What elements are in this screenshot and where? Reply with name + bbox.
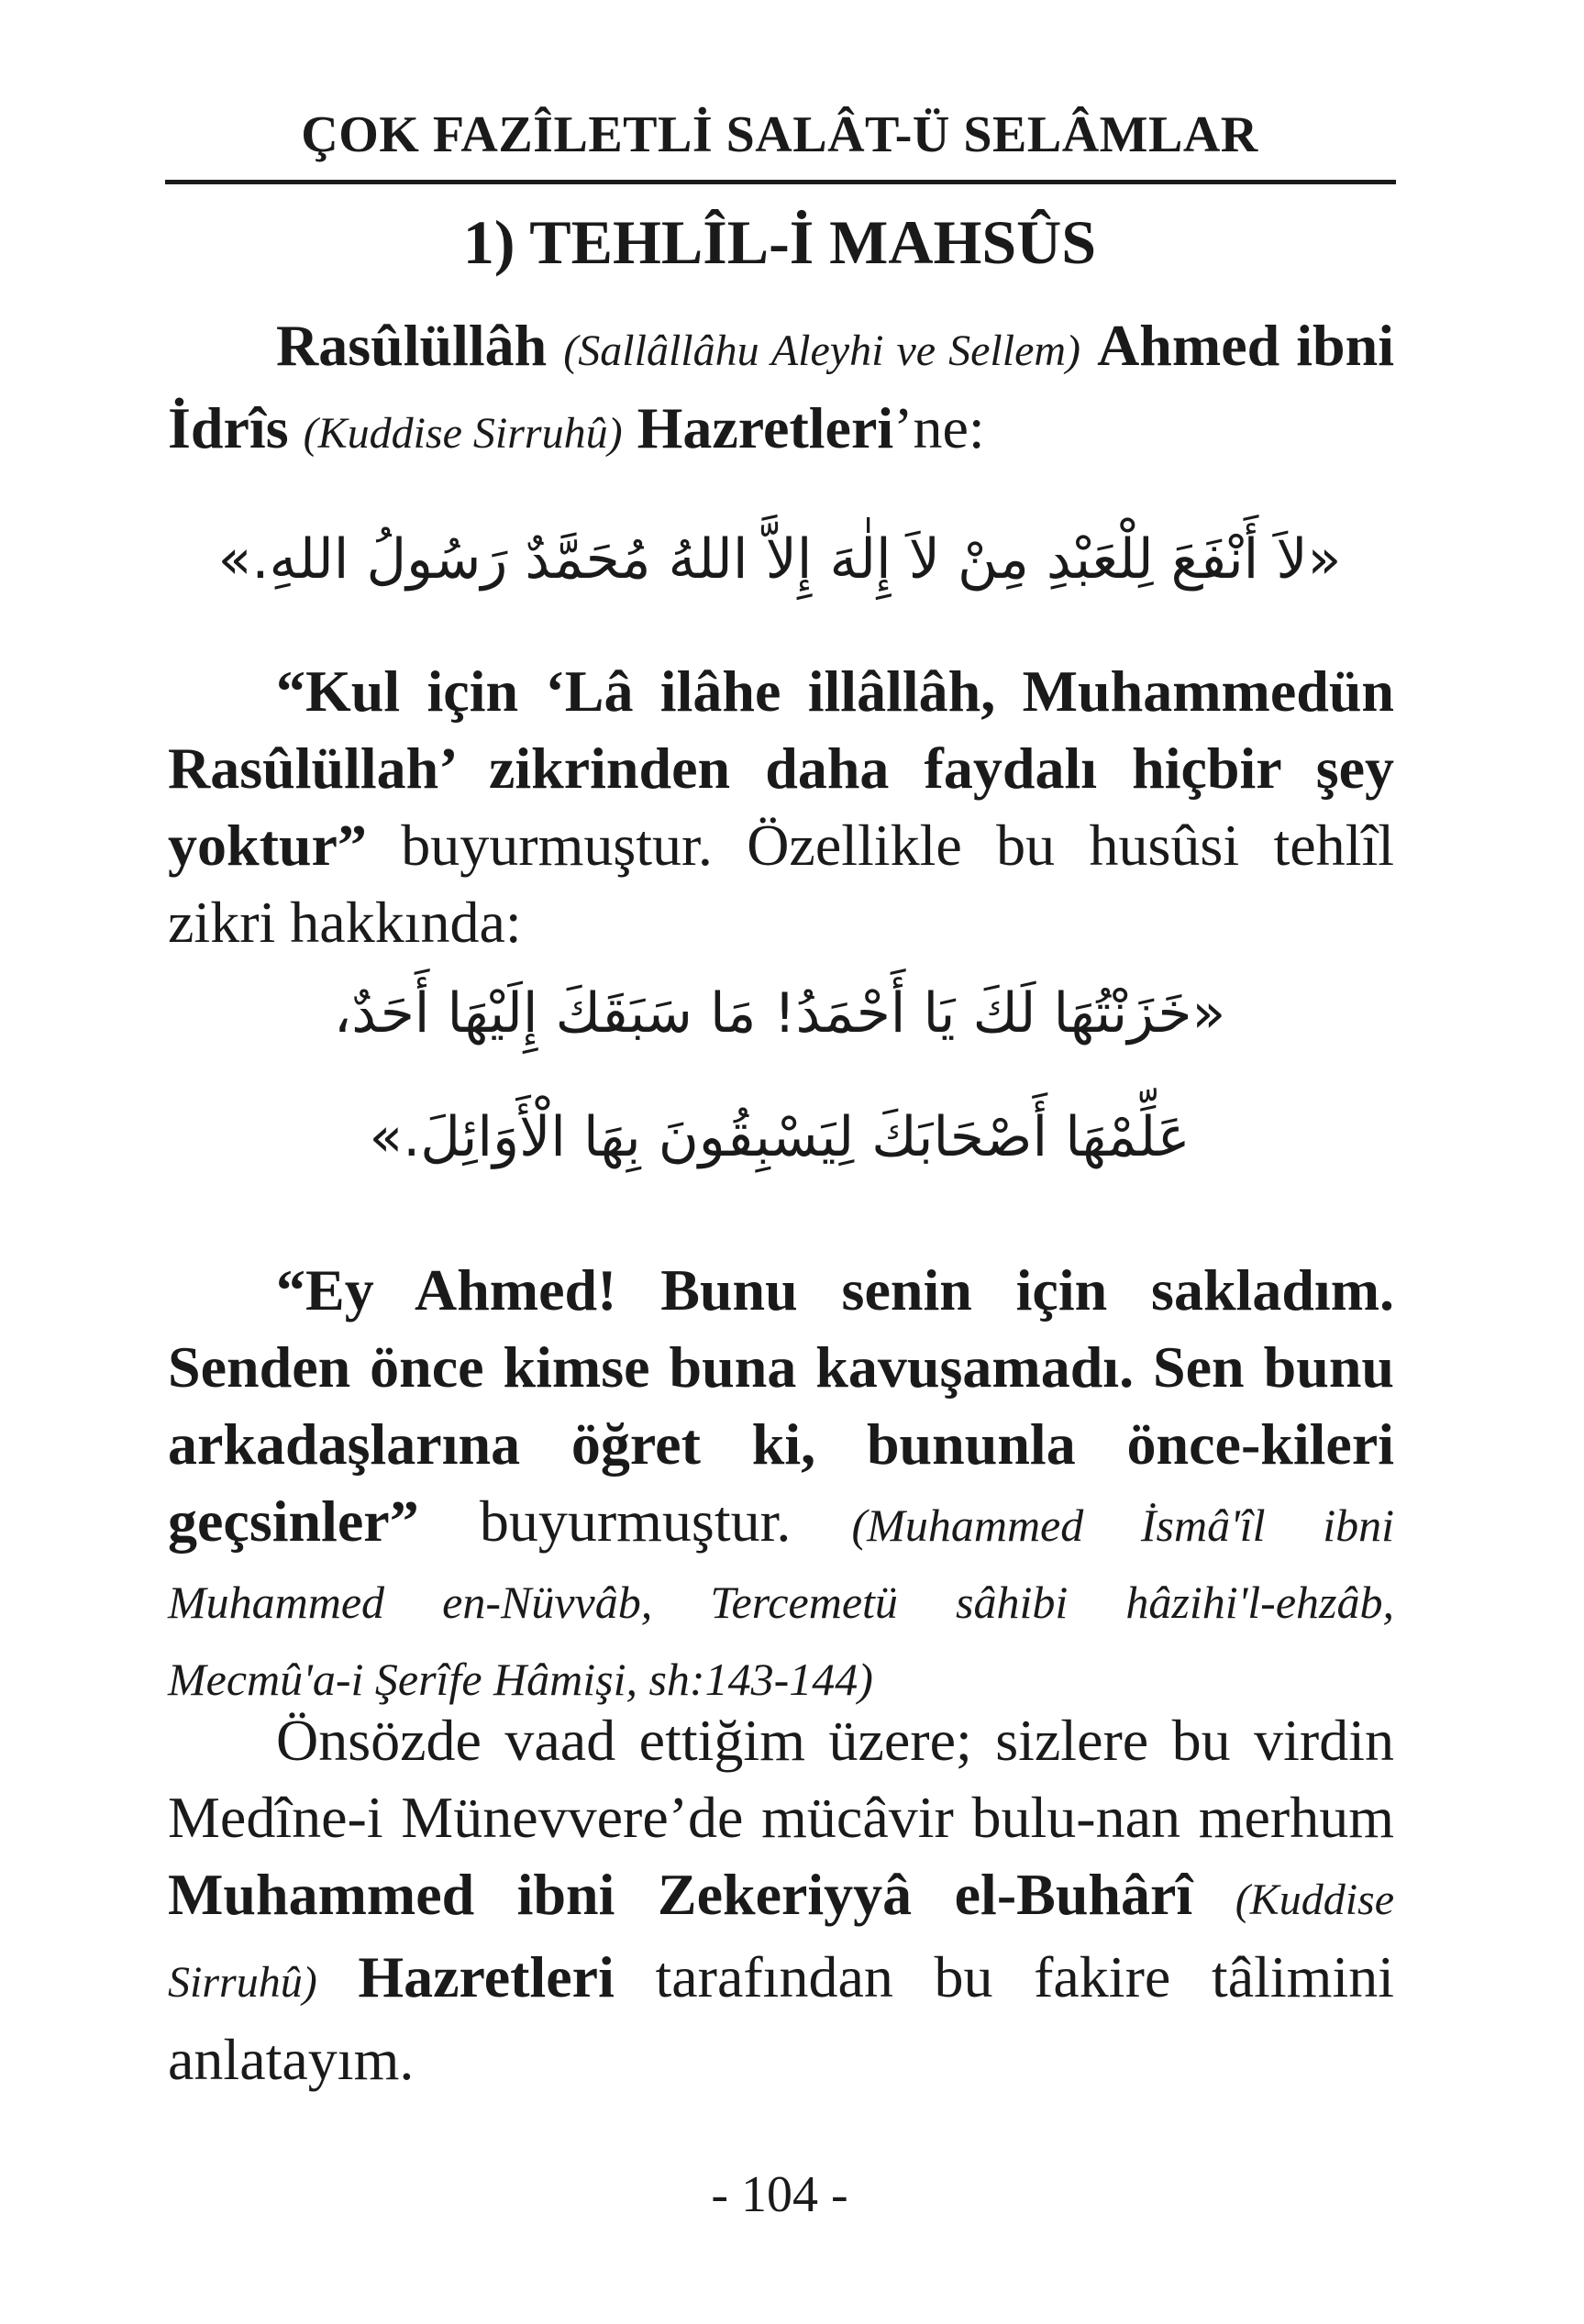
idris-honorific: (Kuddise Sirruhû) <box>303 409 623 458</box>
translation-1-bold: “Kul için ‘Lâ ilâhe illâllâh, Muhammedün Rasûlüllah’ zikrinden daha faydalı hiçbir şey yoktur” <box>168 658 1394 878</box>
ahmed-ibni-idris-name: Ahmed ibni İdrîs <box>168 313 1394 460</box>
prophet-name: Rasûlüllâh <box>276 313 548 378</box>
source-citation: (Muhammed İsmâ'îl ibni Muhammed en-Nüvvâb, Tercemetü sâhibi hâzihi'l-ehzâb, Mecmû'a-i Şerîfe Hâmişi, sh:143-144) <box>168 1500 1394 1705</box>
closing-text-1: Önsözde vaad ettiğim üzere; sizlere bu virdin Medîne-i Münevvere’de mücâvir bulu-nan merhum <box>168 1708 1394 1850</box>
section-title: 1) TEHLÎL-İ MAHSÛS <box>462 207 1097 277</box>
buhari-honorific: (Kuddise Sirruhû) <box>168 1876 1395 2007</box>
arabic-line-2: «خَزَنْتُهَا لَكَ يَا أَحْمَدُ! مَا سَبَقَكَ إِلَيْهَا أَحَدٌ، <box>333 981 1226 1046</box>
closing-paragraph <box>168 1702 1394 2098</box>
page-number: - 104 - <box>711 2166 848 2223</box>
header-rule <box>165 180 1396 184</box>
arabic-hadith-line: «لاَ أَنْفَعَ لِلْعَبْدِ مِنْ لاَ إِلٰهَ إِلاَّ اللهُ مُحَمَّدٌ رَسُولُ اللهِ.» <box>217 527 1342 592</box>
intro-paragraph <box>168 307 1394 472</box>
hazretleri-label: Hazretleri <box>637 395 894 460</box>
buhari-name: Muhammed ibni Zekeriyyâ el-Buhârî <box>168 1862 1193 1927</box>
closing-hazretleri: Hazretleri <box>358 1944 615 2009</box>
running-header-title: ÇOK FAZÎLETLİ SALÂT-Ü SELÂMLAR <box>301 106 1258 163</box>
translation-1-rest: buyurmuştur. Özellikle bu husûsi tehlîl zikri hakkında: <box>168 813 1394 955</box>
arabic-line-3: عَلِّمْهَا أَصْحَابَكَ لِيَسْبِقُونَ بِهَا الْأَوَائِلَ.» <box>369 1105 1191 1169</box>
translation-paragraph-2 <box>168 1252 1394 1714</box>
prophet-honorific: (Sallâllâhu Aleyhi ve Sellem) <box>563 326 1081 375</box>
intro-suffix: ’ne: <box>893 395 985 460</box>
translation-paragraph-1 <box>168 653 1394 961</box>
translation-2-rest: buyurmuştur. <box>418 1488 852 1554</box>
closing-text-2: tarafından bu fakire tâlimini anlatayım. <box>168 1944 1395 2092</box>
translation-2-bold: “Ey Ahmed! Bunu senin için sakladım. Senden önce kimse buna kavuşamadı. Sen bunu arkadaşlarına öğret ki, bununla önce-kileri geçsinler” <box>168 1257 1394 1554</box>
